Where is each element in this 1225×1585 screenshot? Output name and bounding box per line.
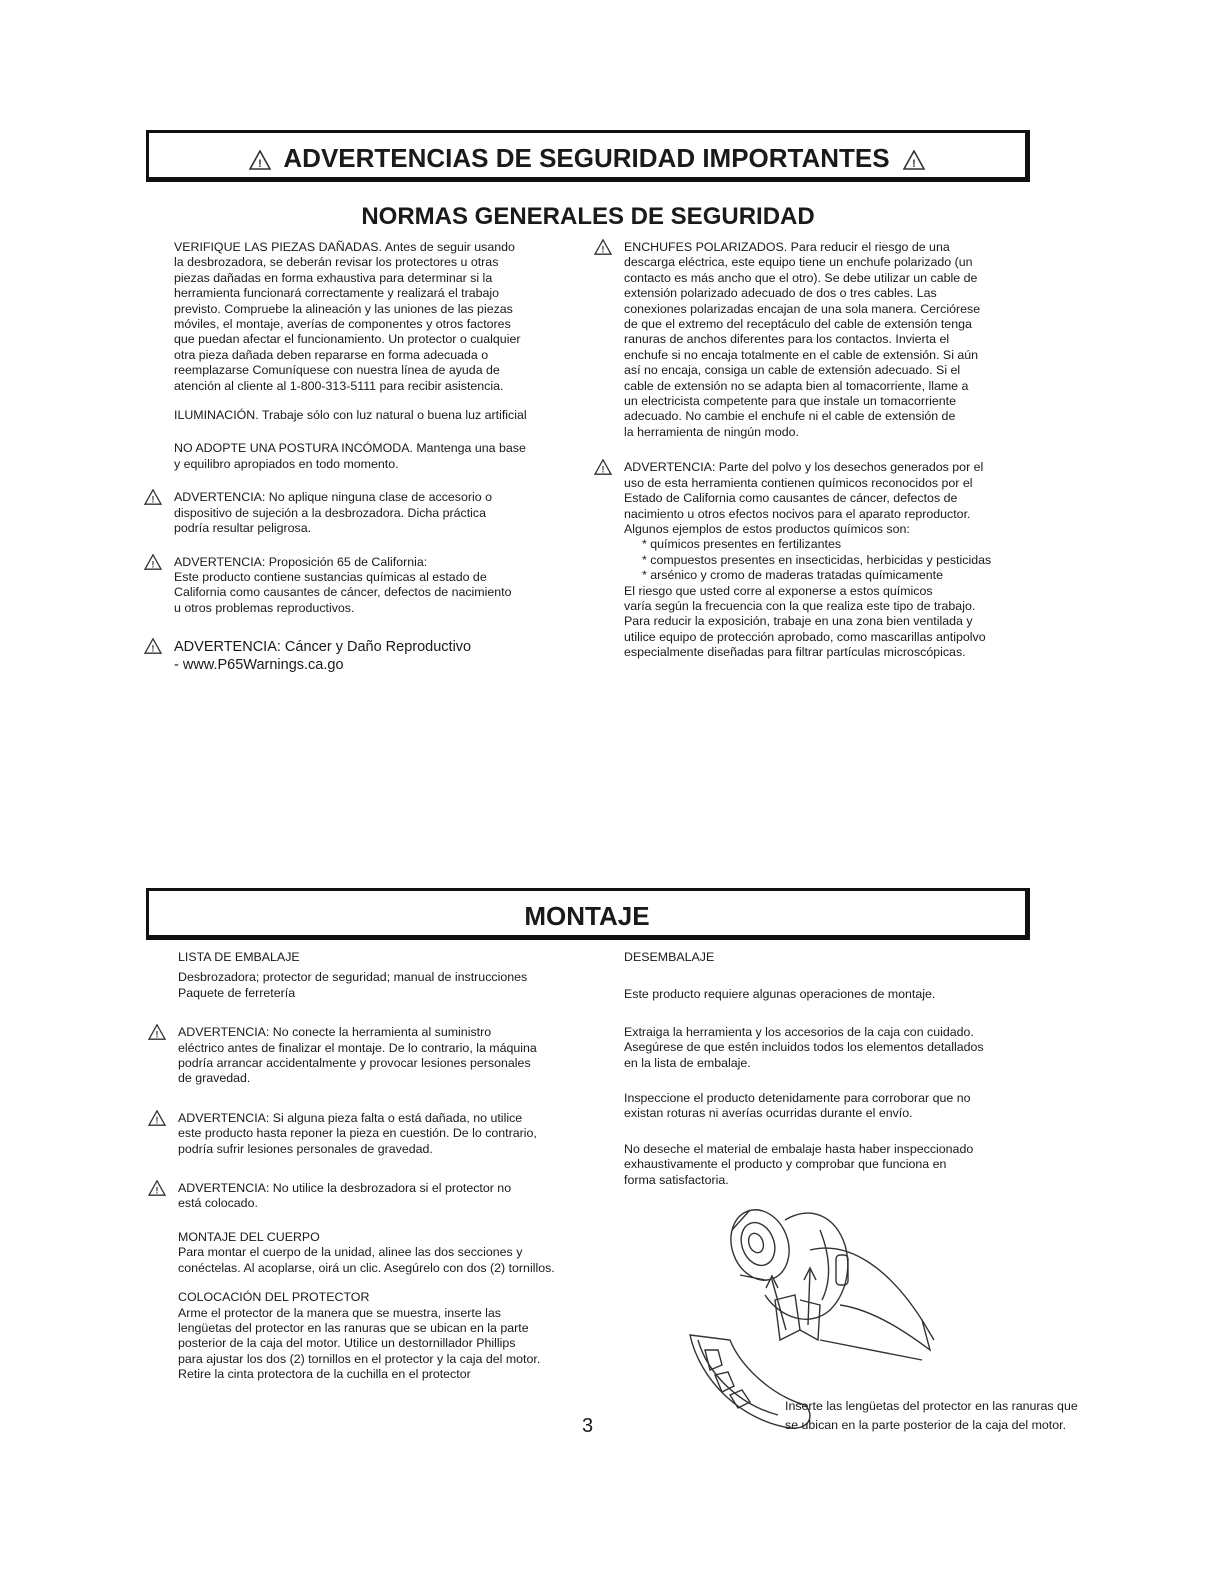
banner-title: ADVERTENCIAS DE SEGURIDAD IMPORTANTES [283,143,890,173]
damaged-parts-paragraph [174,240,594,394]
warning-triangle-icon [148,1180,166,1196]
text-line: utilice equipo de protección aprobado, como mascarillas antipolvo [624,629,986,644]
text-line: LISTA DE EMBALAJE [178,950,300,964]
safety-right-column [601,240,1044,675]
bullet-item: * químicos presentes en fertilizantes [642,537,842,552]
warning-triangle-icon [594,239,612,255]
assembly-title: MONTAJE [524,901,650,931]
svg-text:!: ! [151,559,155,570]
text-line: especialmente diseñadas para filtrar partículas microscópicas. [624,645,966,660]
text-line: ADVERTENCIA: No utilice la desbrozadora si el protector no [178,1181,512,1196]
assembly-right-column [624,950,1044,1202]
assembly-required-paragraph [624,987,1044,1002]
illustration-caption [785,1397,1078,1435]
text-line: y equilibro apropiados en todo momento. [174,456,399,471]
text-line: Este producto requiere algunas operaciones de montaje. [624,987,936,1002]
dust-chemicals-warning-paragraph [601,460,1044,660]
text-line: Paquete de ferretería [178,985,296,1000]
text-line: Algunos ejemplos de estos productos químicos son: [624,521,910,536]
text-line: podría resultar peligrosa. [174,521,312,536]
text-line: Para reducir la exposición, trabaje en una zona bien ventilada y [624,614,973,629]
svg-text:!: ! [151,494,155,505]
svg-text:!: ! [601,464,605,475]
text-line: MONTAJE DEL CUERPO [178,1229,320,1244]
text-line: la desbrozadora, se deberán revisar los protectores u otras [174,255,499,270]
text-line: ILUMINACIÓN. Trabaje sólo con luz natural o buena luz artificial [174,408,527,423]
svg-text:!: ! [155,1115,159,1126]
p65-warnings-link: - www.P65Warnings.ca.go [174,657,344,674]
text-line: lengüetas del protector en las ranuras que se ubican en la parte [178,1320,529,1335]
text-line: ADVERTENCIA: No conecte la herramienta al suministro [178,1025,492,1040]
unpacking-heading [624,950,1044,965]
body-assembly-paragraph [178,1230,608,1276]
text-line: se ubican en la parte posterior de la caja del motor. [785,1418,1067,1432]
svg-text:!: ! [155,1029,159,1040]
text-line: Este producto contiene sustancias químicas al estado de [174,569,487,584]
page-number: 3 [582,1415,594,1437]
text-line: ADVERTENCIA: No aplique ninguna clase de accesorio o [174,490,492,505]
text-line: extensión polarizado adecuado de dos o tres cables. Las [624,286,937,301]
text-line: existan roturas ni averías ocurridas durante el envío. [624,1106,913,1121]
prop65-warning-paragraph [151,554,594,617]
text-line: ADVERTENCIA: Si alguna pieza falta o está dañada, no utilice [178,1110,523,1125]
text-line: Estado de California como causantes de cáncer, defectos de [624,491,958,506]
polarized-plugs-paragraph [601,240,1044,440]
text-line: Inserte las lengüetas del protector en las ranuras que [785,1399,1078,1413]
power-warning-paragraph [155,1025,608,1087]
guard-installation-paragraph [178,1290,608,1382]
text-line: adecuado. No cambie el enchufe ni el cable de extensión de [624,409,956,424]
text-line: varía según la frecuencia con la que realiza este tipo de trabajo. [624,598,976,613]
text-line: Arme el protector de la manera que se muestra, inserte las [178,1305,501,1320]
text-line: Para montar el cuerpo de la unidad, alinee las dos secciones y [178,1245,523,1260]
text-line: Desbrozadora; protector de seguridad; manual de instrucciones [178,970,528,985]
text-line: conexiones polarizadas encajan de una sola manera. Cerciórese [624,301,981,316]
text-line: piezas dañadas en forma exhaustiva para determinar si la [174,270,493,285]
text-line: podría arrancar accidentalmente y provocar lesiones personales [178,1056,531,1071]
text-line: NO ADOPTE UNA POSTURA INCÓMODA. Mantenga una base [174,441,526,456]
missing-parts-warning-paragraph [155,1110,608,1157]
extract-tool-paragraph [624,1025,1044,1071]
text-line: DESEMBALAJE [624,950,715,964]
warning-triangle-icon [144,554,162,570]
text-line: ENCHUFES POLARIZADOS. Para reducir el riesgo de una [624,240,950,254]
text-line: herramienta funcionará correctamente y realizará el trabajo [174,286,500,301]
text-line: nacimiento u otros efectos nocivos para el aparato reproductor. [624,506,971,521]
text-line: eléctrico antes de finalizar el montaje. De lo contrario, la máquina [178,1040,537,1055]
text-line: COLOCACIÓN DEL PROTECTOR [178,1290,370,1305]
bullet-item: * arsénico y cromo de maderas tratadas químicamente [642,568,943,583]
text-line: ADVERTENCIA: Parte del polvo y los desechos generados por el [624,460,984,475]
text-line: móviles, el montaje, averías de componentes y otros factores [174,317,511,332]
text-line: está colocado. [178,1196,258,1211]
assembly-banner [146,888,1030,940]
section-subtitle: NORMAS GENERALES DE SEGURIDAD [361,203,815,230]
text-line: reemplazarse Comuníquese con nuestra línea de ayuda de [174,363,500,378]
text-line: atención al cliente al 1-800-313-5111 para recibir asistencia. [174,378,504,393]
text-line: forma satisfactoria. [624,1172,729,1187]
text-line: de que el extremo del receptáculo del cable de extensión tenga [624,317,972,332]
text-line: No deseche el material de embalaje hasta haber inspeccionado [624,1141,974,1156]
text-line: de gravedad. [178,1071,251,1086]
text-line: dispositivo de sujeción a la desbrozadora. Dicha práctica [174,505,487,520]
safety-left-column [151,240,594,688]
text-line: descarga eléctrica, este equipo tiene un enchufe polarizado (un [624,255,973,270]
accessory-warning-paragraph [151,490,594,536]
text-line: este producto hasta reponer la pieza en cuestión. De lo contrario, [178,1126,537,1141]
text-line: Retire la cinta protectora de la cuchilla en el protector [178,1367,471,1382]
packing-list-paragraph [178,950,608,1001]
lighting-paragraph [174,408,594,423]
text-line: posterior de la caja del motor. Utilice un destornillador Phillips [178,1336,516,1351]
svg-text:!: ! [151,643,155,654]
text-line: u otros problemas reproductivos. [174,600,355,615]
warning-triangle-icon [148,1024,166,1040]
text-line: Asegúrese de que estén incluidos todos los elementos detallados [624,1040,984,1055]
svg-text:!: ! [912,158,916,171]
text-line: así no encaja, consiga un cable de extensión adecuado. Si el [624,363,961,378]
warning-triangle-icon [144,638,162,654]
text-line: Extraiga la herramienta y los accesorios de la caja con cuidado. [624,1024,974,1039]
safety-warnings-banner [146,130,1030,182]
text-line: California como causantes de cáncer, defectos de nacimiento [174,585,512,600]
text-line: exhaustivamente el producto y comprobar que funciona en [624,1157,947,1172]
text-line: la herramienta de ningún modo. [624,424,799,439]
svg-text:!: ! [155,1185,159,1196]
text-line: ranuras de anchos diferentes para los contactos. Invierta el [624,332,950,347]
posture-paragraph [174,441,594,472]
bullet-item: * compuestos presentes en insecticidas, herbicidas y pesticidas [642,552,992,567]
text-line: para ajustar los dos (2) tornillos en el protector y la caja del motor. [178,1351,541,1366]
warning-triangle-icon [249,150,271,170]
warning-triangle-icon [594,459,612,475]
text-line: El riesgo que usted corre al exponerse a estos químicos [624,583,933,598]
guard-warning-paragraph [155,1181,608,1212]
text-line: Inspeccione el producto detenidamente para corroborar que no [624,1091,971,1106]
text-line: un electricista competente para que instale un tomacorriente [624,394,956,409]
text-line: ADVERTENCIA: Cáncer y Daño Reproductivo [174,639,472,656]
assembly-left-column [155,950,608,1397]
svg-text:!: ! [601,244,605,255]
text-line: que puedan afectar el funcionamiento. Un protector o cualquier [174,332,521,347]
text-line: enchufe si no encaja totalmente en el cable de extensión. Si aún [624,347,979,362]
text-line: cable de extensión no se adapta bien al tomacorriente, llame a [624,378,969,393]
inspect-product-paragraph [624,1091,1044,1122]
text-line: en la lista de embalaje. [624,1055,751,1070]
text-line: podría sufrir lesiones personales de gravedad. [178,1141,433,1156]
warning-triangle-icon [903,150,925,170]
cancer-warning-paragraph [151,638,594,674]
text-line: contacto es más ancho que el otro). Se debe utilizar un cable de [624,270,978,285]
text-line: previsto. Compruebe la alineación y las uniones de las piezas [174,301,513,316]
text-line: conéctelas. Al acoplarse, oirá un clic. Asegúrelo con dos (2) tornillos. [178,1260,555,1275]
text-line: VERIFIQUE LAS PIEZAS DAÑADAS. Antes de seguir usando [174,240,515,254]
warning-triangle-icon [148,1110,166,1126]
text-line: uso de esta herramienta contienen químicos reconocidos por el [624,475,973,490]
warning-triangle-icon [144,489,162,505]
text-line: otra pieza dañada deben repararse en forma adecuada o [174,347,489,362]
text-line: ADVERTENCIA: Proposición 65 de California: [174,554,428,569]
keep-packaging-paragraph [624,1142,1044,1188]
svg-text:!: ! [258,158,262,171]
